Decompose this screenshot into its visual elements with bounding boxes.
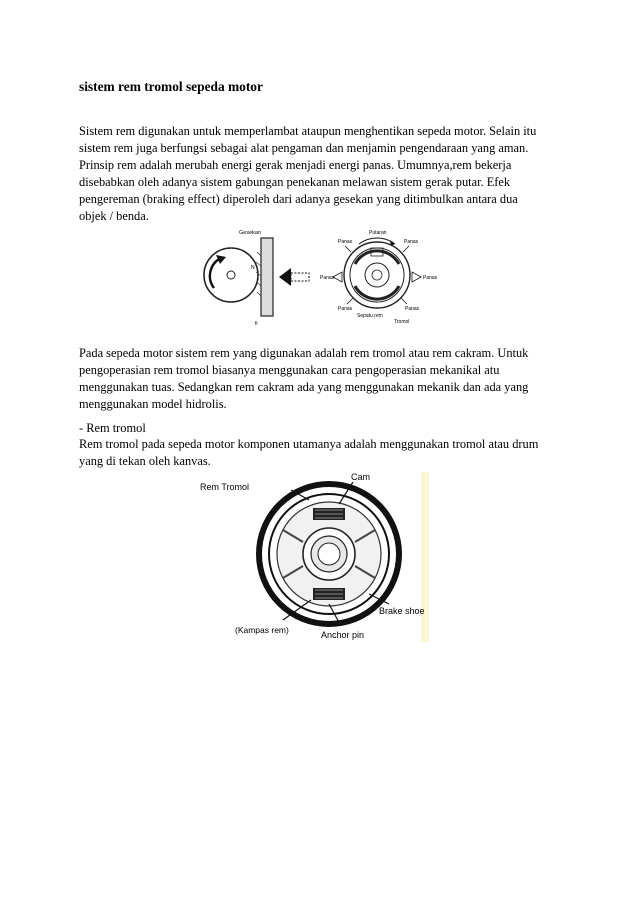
text-line: pengoperasian rem tromol biasanya menggunakan cara pengoperasian mekanikal atu [79, 363, 500, 377]
text-line: objek / benda. [79, 209, 149, 223]
brake-shoe-bottom [313, 588, 345, 600]
label-panas: Panas [320, 275, 335, 281]
text-line: Rem tromol pada sepeda motor komponen utamanya adalah menggunakan tromol atau drum [79, 437, 539, 451]
figure-brake-principle [199, 222, 471, 328]
label-rem-tromol: Rem Tromol [200, 482, 250, 492]
text-line: pengereman (braking effect) diperoleh dari adanya gesekan yang ditimbulkan antara dua [79, 192, 518, 206]
brake-principle-diagram [199, 222, 471, 328]
document-title: sistem rem tromol sepeda motor [79, 79, 263, 94]
label-fi: fi [255, 321, 258, 327]
label-putaran: Putaran [369, 230, 387, 236]
label-panas: Panas [338, 306, 353, 312]
drum-brake-diagram [200, 470, 431, 645]
paragraph-rem-tromol [79, 436, 559, 470]
label-cam: Cam [351, 472, 371, 482]
label-tromol: Tromol [394, 319, 410, 325]
text-line: sistem rem juga berfungsi sebagai alat pengaman dan menjamin pengendaraan yang aman. [79, 141, 529, 155]
figure-drum-brake [200, 470, 431, 645]
text-line: menggunakan tuas. Sedangkan rem cakram ada yang menggunakan mekanik dan ada yang [79, 380, 529, 394]
label-kampas-rem: (Kampas rem) [235, 625, 289, 635]
brake-shoe-top [313, 508, 345, 520]
label-panas: Panas [423, 275, 438, 281]
paragraph-brake-types [79, 345, 559, 413]
text-line: Pada sepeda motor sistem rem yang digunakan adalah rem tromol atau rem cakram. Untuk [79, 346, 529, 360]
text-line: Sistem rem digunakan untuk memperlambat ataupun menghentikan sepeda motor. Selain itu [79, 124, 537, 138]
label-panas: Panas [338, 239, 353, 245]
section-heading-rem-tromol [79, 420, 559, 437]
label-panas: Panas [404, 239, 419, 245]
rotating-disc [204, 248, 258, 302]
scan-edge [421, 472, 429, 642]
label-brake-shoe: Brake shoe [379, 606, 425, 616]
label-sepatu-rem: Sepatu rem [357, 313, 383, 319]
label-anchor-pin: Anchor pin [321, 630, 365, 640]
label-n: N [251, 265, 255, 271]
pressure-arrow [279, 268, 309, 286]
text-line: - Rem tromol [79, 421, 146, 435]
drum-brake-schematic [333, 238, 421, 308]
brake-drum [259, 484, 399, 624]
text-line: disebabkan oleh adanya sistem gabungan penekanan melawan sistem gerak putar. Efek [79, 175, 511, 189]
paragraph-intro [79, 123, 559, 225]
text-line: menggunakan model hidrolis. [79, 397, 227, 411]
text-line: yang di tekan oleh kanvas. [79, 454, 211, 468]
label-panas: Panas [405, 306, 420, 312]
text-line: Prinsip rem adalah merubah energi gerak menjadi energi panas. Umumnya,rem bekerja [79, 158, 512, 172]
label-gesekan: Gesekan [239, 230, 262, 236]
